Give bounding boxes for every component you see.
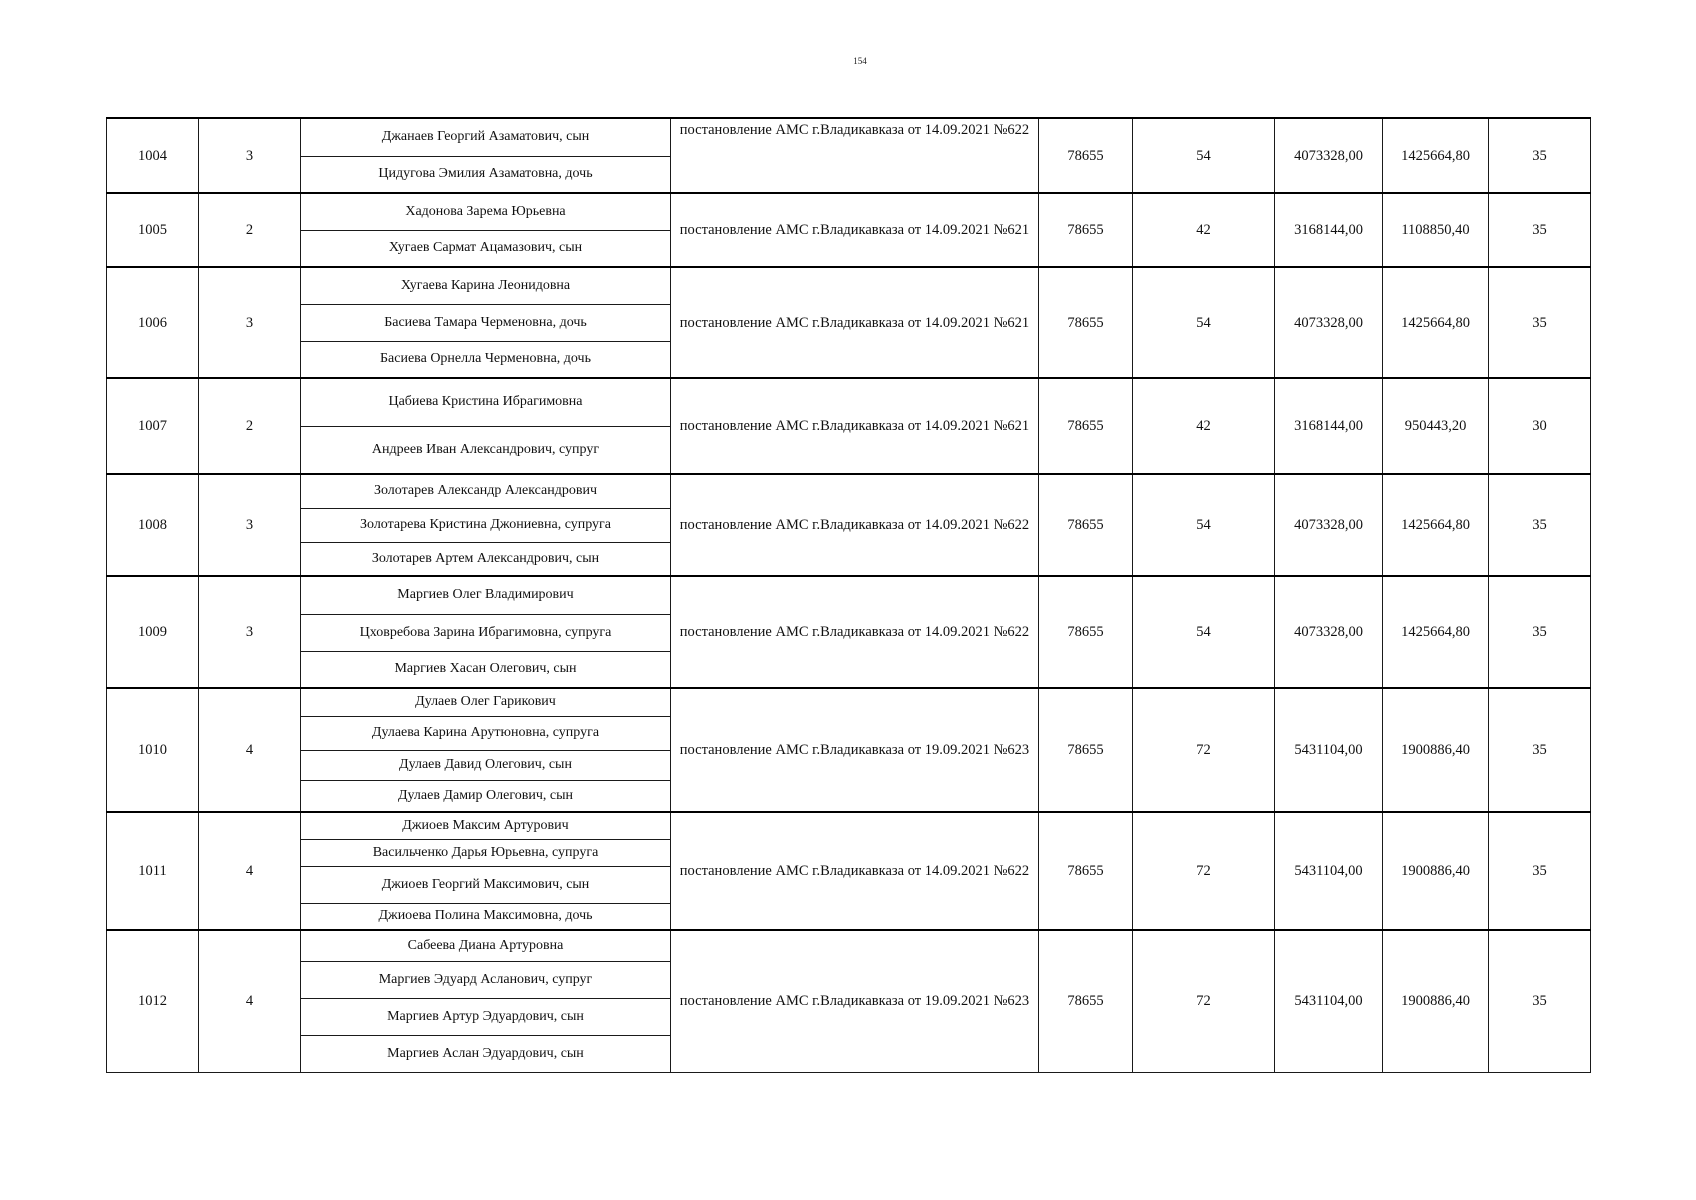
cell-number: 1007 [107,378,199,474]
cell-member: Джиоев Георгий Максимович, сын [301,866,671,903]
cell-family-size: 3 [199,267,301,378]
cell-member: Маргиев Артур Эдуардович, сын [301,998,671,1035]
cell-subsidy: 1900886,40 [1383,930,1489,1072]
table-row [107,688,1591,716]
cell-subsidy: 1900886,40 [1383,812,1489,930]
cell-decree: постановление АМС г.Владикавказа от 14.09.2021 №621 [671,267,1039,378]
cell-decree: постановление АМС г.Владикавказа от 19.09.2021 №623 [671,688,1039,812]
cell-member: Васильченко Дарья Юрьевна, супруга [301,839,671,866]
cell-family-size: 2 [199,378,301,474]
cell-decree: постановление АМС г.Владикавказа от 14.09.2021 №621 [671,378,1039,474]
cell-area: 42 [1133,378,1275,474]
cell-cost: 4073328,00 [1275,118,1383,193]
cell-decree: постановление АМС г.Владикавказа от 19.09.2021 №623 [671,930,1039,1072]
table-row [107,118,1591,156]
cell-number: 1006 [107,267,199,378]
page-number: 154 [853,56,867,66]
cell-member: Дулаева Карина Арутюновна, супруга [301,716,671,750]
cell-number: 1004 [107,118,199,193]
cell-percent: 35 [1489,118,1591,193]
cell-member: Басиева Орнелла Черменовна, дочь [301,341,671,378]
cell-member: Джиоева Полина Максимовна, дочь [301,903,671,930]
cell-area: 72 [1133,930,1275,1072]
table-row [107,193,1591,230]
cell-member: Маргиев Хасан Олегович, сын [301,651,671,688]
cell-norm-price: 78655 [1039,930,1133,1072]
cell-member: Джиоев Максим Артурович [301,812,671,839]
cell-number: 1010 [107,688,199,812]
cell-member: Маргиев Аслан Эдуардович, сын [301,1035,671,1072]
table-row [107,474,1591,508]
cell-percent: 35 [1489,688,1591,812]
table-row [107,930,1591,961]
cell-percent: 30 [1489,378,1591,474]
cell-number: 1009 [107,576,199,688]
cell-cost: 4073328,00 [1275,474,1383,576]
cell-member: Дулаев Давид Олегович, сын [301,750,671,780]
cell-norm-price: 78655 [1039,378,1133,474]
cell-subsidy: 1425664,80 [1383,474,1489,576]
registry-body [107,118,1591,1072]
cell-family-size: 2 [199,193,301,267]
table-row [107,812,1591,839]
cell-percent: 35 [1489,930,1591,1072]
cell-member: Цховребова Зарина Ибрагимовна, супруга [301,614,671,651]
table-row [107,576,1591,614]
table-row [107,378,1591,426]
cell-cost: 5431104,00 [1275,930,1383,1072]
cell-subsidy: 1425664,80 [1383,267,1489,378]
cell-norm-price: 78655 [1039,688,1133,812]
cell-decree: постановление АМС г.Владикавказа от 14.09.2021 №622 [671,576,1039,688]
cell-subsidy: 1108850,40 [1383,193,1489,267]
cell-member: Басиева Тамара Черменовна, дочь [301,304,671,341]
cell-percent: 35 [1489,474,1591,576]
registry-table [106,117,1591,1073]
table-row [107,267,1591,304]
cell-norm-price: 78655 [1039,193,1133,267]
cell-number: 1011 [107,812,199,930]
cell-member: Золотарева Кристина Джониевна, супруга [301,508,671,542]
cell-member: Хугаева Карина Леонидовна [301,267,671,304]
cell-member: Джанаев Георгий Азаматович, сын [301,118,671,156]
cell-family-size: 4 [199,930,301,1072]
cell-percent: 35 [1489,193,1591,267]
cell-norm-price: 78655 [1039,576,1133,688]
cell-area: 54 [1133,474,1275,576]
cell-cost: 3168144,00 [1275,378,1383,474]
cell-member: Цидугова Эмилия Азаматовна, дочь [301,156,671,193]
cell-member: Дулаев Олег Гарикович [301,688,671,716]
cell-cost: 4073328,00 [1275,576,1383,688]
cell-area: 54 [1133,118,1275,193]
cell-subsidy: 1425664,80 [1383,576,1489,688]
cell-decree: постановление АМС г.Владикавказа от 14.09.2021 №622 [671,118,1039,193]
cell-area: 72 [1133,812,1275,930]
cell-norm-price: 78655 [1039,118,1133,193]
cell-area: 72 [1133,688,1275,812]
cell-family-size: 4 [199,688,301,812]
cell-norm-price: 78655 [1039,812,1133,930]
cell-area: 42 [1133,193,1275,267]
cell-member: Хугаев Сармат Ацамазович, сын [301,230,671,267]
cell-number: 1005 [107,193,199,267]
cell-family-size: 3 [199,576,301,688]
cell-cost: 5431104,00 [1275,688,1383,812]
cell-subsidy: 1900886,40 [1383,688,1489,812]
cell-norm-price: 78655 [1039,474,1133,576]
cell-member: Сабеева Диана Артуровна [301,930,671,961]
cell-family-size: 3 [199,118,301,193]
cell-decree: постановление АМС г.Владикавказа от 14.09.2021 №622 [671,812,1039,930]
cell-cost: 3168144,00 [1275,193,1383,267]
cell-member: Андреев Иван Александрович, супруг [301,426,671,474]
cell-percent: 35 [1489,576,1591,688]
cell-member: Цабиева Кристина Ибрагимовна [301,378,671,426]
cell-area: 54 [1133,576,1275,688]
cell-subsidy: 950443,20 [1383,378,1489,474]
cell-family-size: 3 [199,474,301,576]
cell-percent: 35 [1489,267,1591,378]
cell-family-size: 4 [199,812,301,930]
cell-decree: постановление АМС г.Владикавказа от 14.09.2021 №621 [671,193,1039,267]
cell-norm-price: 78655 [1039,267,1133,378]
cell-number: 1008 [107,474,199,576]
cell-member: Дулаев Дамир Олегович, сын [301,780,671,812]
cell-number: 1012 [107,930,199,1072]
cell-member: Маргиев Эдуард Асланович, супруг [301,961,671,998]
cell-member: Маргиев Олег Владимирович [301,576,671,614]
cell-area: 54 [1133,267,1275,378]
cell-cost: 4073328,00 [1275,267,1383,378]
cell-member: Хадонова Зарема Юрьевна [301,193,671,230]
cell-cost: 5431104,00 [1275,812,1383,930]
cell-member: Золотарев Александр Александрович [301,474,671,508]
cell-decree: постановление АМС г.Владикавказа от 14.09.2021 №622 [671,474,1039,576]
cell-subsidy: 1425664,80 [1383,118,1489,193]
cell-member: Золотарев Артем Александрович, сын [301,542,671,576]
cell-percent: 35 [1489,812,1591,930]
